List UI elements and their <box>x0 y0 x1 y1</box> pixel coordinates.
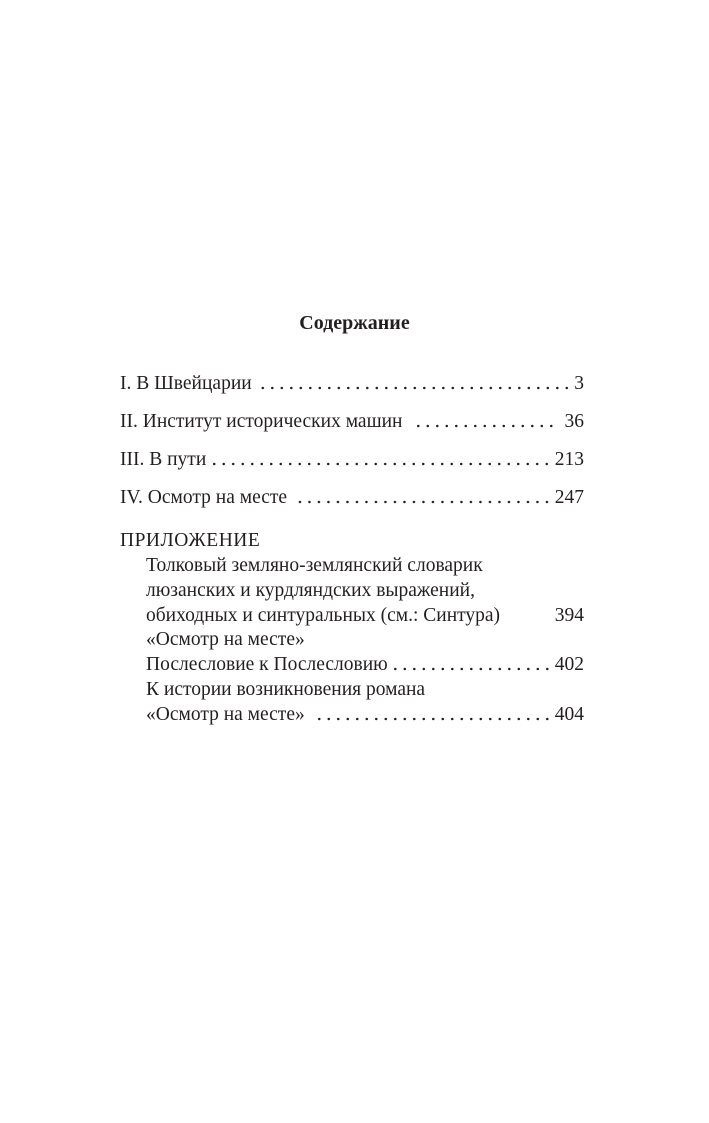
appendix-line <box>146 677 584 702</box>
dot-leader <box>212 462 551 466</box>
entry-label: II. Институт исторических машин <box>120 411 403 432</box>
dot-leader <box>317 717 552 721</box>
appendix-line <box>146 553 584 578</box>
appendix-entry <box>146 652 584 677</box>
appendix-line-text: люзанских и курдляндских выражений, <box>146 580 475 601</box>
page-title: Содержание <box>299 312 410 334</box>
dot-leader <box>255 386 572 390</box>
appendix-entry <box>146 603 584 628</box>
appendix-line <box>146 578 584 603</box>
entry-page: 402 <box>554 654 584 675</box>
entry-page: 394 <box>554 605 584 626</box>
appendix-entry <box>146 702 584 727</box>
dot-leader <box>293 500 552 504</box>
appendix-line <box>146 627 584 652</box>
entry-page: 36 <box>564 411 584 432</box>
entry-page: 404 <box>554 704 584 725</box>
toc-entry <box>120 409 584 434</box>
dot-leader <box>416 424 556 428</box>
toc-entry <box>120 485 584 510</box>
appendix-line-text: Послесловие к Послесловию <box>146 654 388 675</box>
entry-page: 213 <box>554 449 584 470</box>
appendix-line-text: «Осмотр на месте» <box>146 629 305 650</box>
entry-page: 3 <box>574 373 584 394</box>
toc-entry <box>120 371 584 396</box>
dot-leader <box>394 667 552 671</box>
appendix-heading <box>120 528 584 553</box>
toc-entry <box>120 447 584 472</box>
appendix-line-text: Толковый земляно-землянский словарик <box>146 555 483 576</box>
appendix-heading-text: ПРИЛОЖЕНИЕ <box>120 530 261 551</box>
appendix-line-text: обиходных и синтуральных (см.: Синтура) <box>146 605 501 626</box>
entry-page: 247 <box>554 487 584 508</box>
entry-label: III. В пути <box>120 449 207 470</box>
appendix-line-text: «Осмотр на месте» <box>146 704 305 725</box>
entry-label: IV. Осмотр на месте <box>120 487 288 508</box>
appendix-line-text: К истории возникновения романа <box>146 679 426 700</box>
entry-label: I. В Швейцарии <box>120 373 252 394</box>
